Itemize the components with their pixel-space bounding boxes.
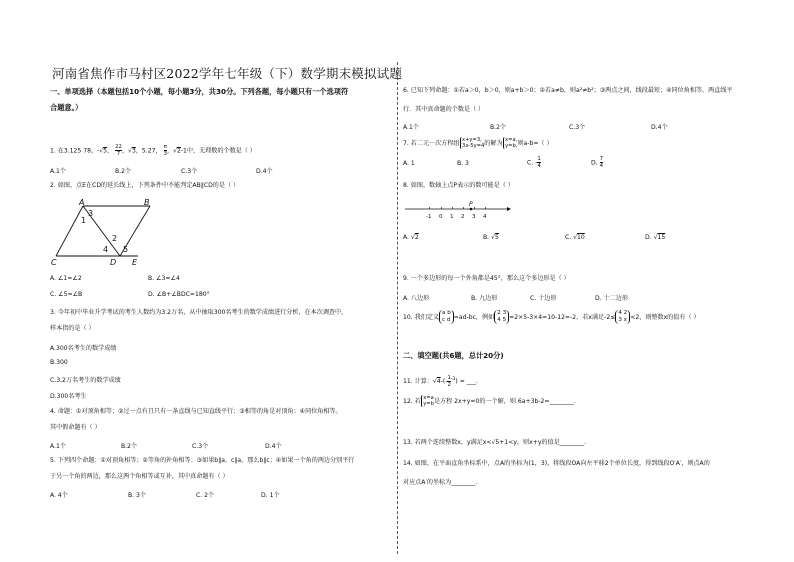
tick-label-0: 0	[439, 214, 443, 220]
point-p-label: P	[469, 201, 473, 208]
q6-option-c[interactable]: C.3个	[569, 124, 586, 131]
q3-option-b[interactable]: B.300	[50, 359, 68, 366]
q12-solution-system: x=a y=b	[421, 395, 434, 407]
question-11: 11. 计算：√4-(- $\frac{1}{2}$ $^{-3}$) = ___.	[403, 374, 478, 388]
label-a: A	[79, 198, 85, 207]
solution-system: x=a, y=b,	[503, 137, 518, 149]
q5-option-c[interactable]: C. 2个	[196, 492, 215, 499]
q9-option-a[interactable]: A. 八边形	[403, 295, 430, 302]
q9-option-d[interactable]: D. 十二边形	[595, 295, 628, 302]
question-5-line2: 于另一个角的两边，那么这两个角相等或互补，其中真命题有（ ）	[50, 473, 229, 480]
q9-option-b[interactable]: B. 九边形	[471, 295, 498, 302]
q2-option-c[interactable]: C. ∠5=∠B	[50, 291, 83, 298]
q14-answer-blank[interactable]: ________	[451, 479, 476, 486]
label-d: D	[110, 258, 117, 266]
q8-option-b[interactable]: B. √5	[483, 234, 499, 241]
q3-option-a[interactable]: A.300名考生的数学成绩	[50, 345, 117, 352]
q4-option-c[interactable]: C.3个	[192, 443, 209, 450]
label-e: E	[132, 258, 138, 266]
q7-option-d[interactable]: D. $\frac{7}{4}$	[591, 156, 604, 169]
question-4-line2: 其中假命题有（ ）	[50, 424, 101, 431]
q1-option-a[interactable]: A.1个	[50, 168, 66, 175]
q1-option-c[interactable]: C.3个	[181, 168, 198, 175]
q9-option-c[interactable]: C. 十边形	[530, 295, 557, 302]
question-2: 2. 如图，点E在CD的延长线上，下列条件中不能判定AB∥CD的是（ ）	[50, 182, 240, 189]
matrix-example: 2 3 4 5	[494, 310, 509, 324]
number-line-figure	[403, 198, 513, 222]
question-3-line1: 3. 今年初中毕业升学考试的考生人数约为3.2万名，从中抽取300名考生的数学成绩进行分析，在本次调查中，	[50, 309, 348, 316]
question-12: 12. 若 x=a y=b 是方程 2x+y=0的一个解，则 6a+3b-2=________.	[403, 395, 576, 408]
q4-option-a[interactable]: A.1个	[50, 443, 66, 450]
question-1: 1. 在3.125 78，-√5， $\frac{22}{7}$ ，√3，5.27， $\frac{\pi}{3}$ ，√2-1中，无理数的个数是（ ）	[50, 144, 256, 157]
question-7: 7. 若二元一次方程组 x+y=3, 3x-5y=4 的解为 x=a, y=b, 则a-b=（ ）	[403, 137, 553, 150]
sqrt-2: √2	[173, 147, 181, 155]
column-divider	[397, 62, 398, 554]
q5-option-b[interactable]: B. 3个	[128, 492, 147, 499]
q2-option-b[interactable]: B. ∠3=∠4	[148, 275, 180, 282]
parallelogram-figure	[50, 196, 160, 266]
question-6-line2: 行．其中真命题的个数是（ ）	[403, 106, 485, 113]
angle-label-4: 4	[103, 245, 109, 254]
label-c: C	[51, 258, 57, 266]
q7-option-b[interactable]: B. 3	[457, 160, 469, 167]
section2-heading: 二、填空题(共6题，总计20分)	[403, 351, 504, 360]
q12-answer-blank[interactable]: ________	[549, 398, 574, 406]
angle-label-2: 2	[112, 234, 118, 243]
q3-option-c[interactable]: C.3.2万名考生的数学成绩	[50, 377, 121, 384]
q8-option-c[interactable]: C. √10	[565, 234, 585, 241]
question-13: 13. 若两个连续整数x，y满足x<√5+1<y，则x+y的值是________.	[403, 439, 587, 446]
q6-option-d[interactable]: D.4个	[651, 124, 668, 131]
page-title: 河南省焦作市马村区2022学年七年级（下）数学期末模拟试题	[52, 66, 403, 81]
tick-label-4: 4	[483, 214, 487, 220]
fraction-pi-3: $\frac{\pi}{3}$	[163, 144, 167, 157]
question-10: 10. 我们定义a b c d =ad-bc，例如2 3 4 5 =2×5-3×4=10-12=-2，若x满足-2≤4 2 3 x <2，则整数x的值有（ ）	[403, 310, 700, 323]
question-6-line1: 6. 已知下列命题：①若a＞0，b＞0，则a+b＞0；②若a≠b，则a²≠b²；③两点之间，线段最短；④同位角相等，两直线平	[403, 87, 733, 94]
q13-answer-blank[interactable]: ________	[559, 439, 585, 446]
angle-label-3: 3	[88, 209, 94, 218]
fraction-22-7: $\frac{22}{7}$	[115, 144, 122, 157]
matrix-x: 4 2 3 x	[615, 310, 630, 324]
question-5-line1: 5. 下列四个命题：①对顶角相等；②等角的补角相等；③如果b∥a，c∥a，那么b∥c；④如果一个角的两边分别平行	[50, 457, 355, 464]
section1-heading-line1: 一、单项选择（本题包括10个小题，每小题3分，共30分。下列各题，每小题只有一个选项符	[50, 87, 349, 96]
q3-option-d[interactable]: D.300名考生	[50, 393, 87, 400]
q6-option-a[interactable]: A.1个	[403, 124, 419, 131]
matrix-abcd: a b c d	[439, 310, 454, 324]
point-p	[470, 208, 473, 211]
segment-ac	[56, 206, 83, 256]
q8-option-d[interactable]: D. √15	[645, 234, 666, 241]
angle-label-5: 5	[123, 245, 129, 254]
equation-system-1: x+y=3, 3x-5y=4	[460, 137, 485, 149]
tick-label-1: 1	[450, 214, 454, 220]
q7-option-c[interactable]: C. - $\frac{1}{4}$	[527, 156, 541, 169]
label-b: B	[144, 198, 150, 207]
axis-arrow	[507, 207, 511, 211]
q2-option-d[interactable]: D. ∠B+∠BDC=180°	[148, 291, 210, 298]
tick-label-2: 2	[461, 214, 465, 220]
question-14-line1: 14. 如图，在平面直角坐标系中，点A的坐标为(1，3)，将线段OA向左平移2个单位长度，得到线段O′A′，则点A的	[403, 460, 710, 467]
question-9: 9. 一个多边形的每一个外角都是45°，那么这个多边形是（ ）	[403, 275, 570, 282]
question-3-line2: 样本指的是（ ）	[50, 325, 95, 332]
sqrt-3: √3	[128, 147, 136, 155]
tick-label-3: 3	[472, 214, 476, 220]
q7-option-a[interactable]: A. 1	[403, 160, 415, 167]
q1-option-d[interactable]: D.4个	[256, 168, 273, 175]
sqrt-5: √5	[99, 147, 108, 155]
q8-option-a[interactable]: A. √2	[403, 234, 419, 241]
question-14-line2: 对应点A′的坐标为________.	[403, 479, 478, 486]
section1-heading-line2: 合题意。）	[50, 103, 83, 112]
angle-label-1: 1	[81, 216, 87, 225]
tick-label-neg1: -1	[426, 214, 432, 220]
q4-option-b[interactable]: B.2个	[121, 443, 138, 450]
q5-option-d[interactable]: D. 1个	[261, 492, 280, 499]
q5-option-a[interactable]: A. 4个	[50, 492, 68, 499]
q6-option-b[interactable]: B.2个	[490, 124, 507, 131]
q1-option-b[interactable]: B.2个	[115, 168, 132, 175]
q2-option-a[interactable]: A. ∠1=∠2	[50, 275, 82, 282]
q4-option-d[interactable]: D.4个	[265, 443, 282, 450]
question-8: 8. 如图，数轴上点P表示的数可能是（ ）	[403, 182, 514, 189]
question-4-line1: 4. 命题：①对顶角相等；②过一点有且只有一条直线与已知直线平行；③相等的角是对顶角；④同位角相等。	[50, 408, 342, 415]
